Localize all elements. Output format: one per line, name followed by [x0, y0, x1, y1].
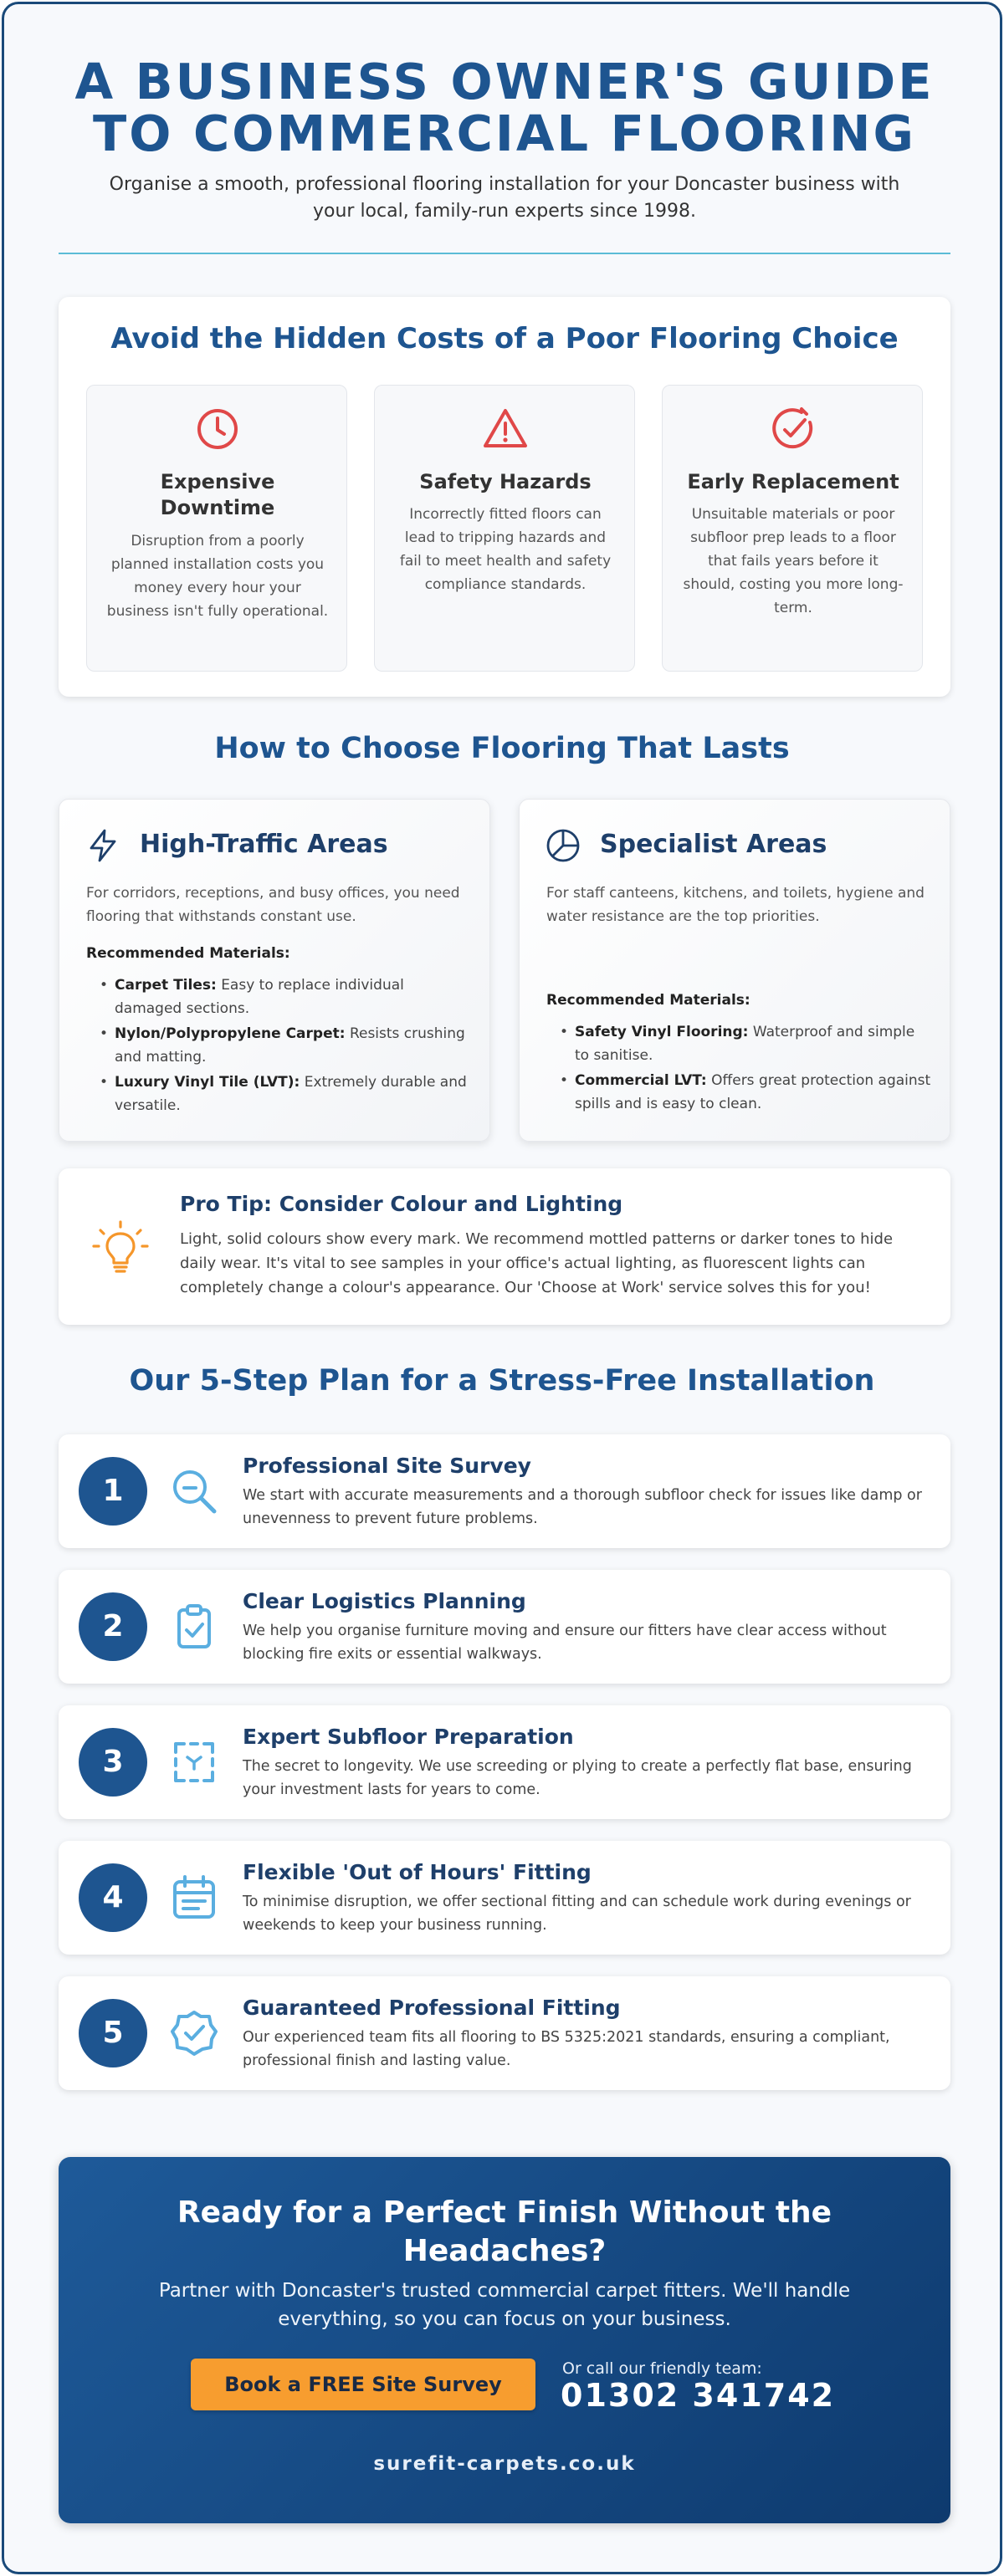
step-number: 3: [79, 1728, 147, 1797]
high-traffic-materials-list: [86, 974, 471, 1119]
specialist-materials-list: [546, 1020, 931, 1117]
cta-title-line-2: Headaches?: [402, 2234, 607, 2268]
material-name: Carpet Tiles:: [115, 977, 217, 994]
cta-subtitle-line-2: everything, so you can focus on your business.: [278, 2308, 731, 2330]
calendar-icon: [169, 1873, 219, 1923]
clipboard-check-icon: [169, 1602, 219, 1652]
step-description: We help you organise furniture moving and ensure our fitters have clear access without blocking fire exits or essential walkways.: [243, 1623, 887, 1663]
step-title: Professional Site Survey: [243, 1454, 531, 1478]
list-item: • Commercial LVT: Offers great protection against spills and is easy to clean.: [560, 1072, 931, 1112]
material-detail: Extremely durable and versatile.: [115, 1074, 467, 1114]
subtitle-line-1: Organise a smooth, professional flooring installation for your Doncaster business with: [109, 174, 900, 195]
step-number: 5: [79, 1999, 147, 2067]
call-label: Or call our friendly team:: [562, 2359, 762, 2378]
pro-tip-text: Light, solid colours show every mark. We recommend mottled patterns or darker tones to hide daily wear. It's vital to see samples in your office's actual lighting, as fluorescent lights can completely change a colour's appearance. Our 'Choose at Work' service solves this for you!: [180, 1230, 894, 1296]
specialist-areas-card: [519, 799, 950, 1142]
infographic-frame: [2, 2, 1002, 2574]
website-link[interactable]: surefit-carpets.co.uk: [373, 2453, 636, 2475]
cta-subtitle: [126, 2277, 884, 2333]
material-detail: Offers great protection against spills and is easy to clean.: [575, 1072, 931, 1112]
cost-item-description: Incorrectly fitted floors can lead to tripping hazards and fail to meet health and safety compliance standards.: [399, 506, 612, 593]
step-card: [59, 1434, 950, 1548]
step-number: 1: [79, 1457, 147, 1526]
material-name: Luxury Vinyl Tile (LVT):: [115, 1074, 300, 1091]
page-title-line-1: A BUSINESS OWNER'S GUIDE: [74, 53, 935, 110]
step-card: [59, 1570, 950, 1684]
list-item: • Carpet Tiles: Easy to replace individual damaged sections.: [100, 977, 404, 1017]
step-number: 2: [79, 1592, 147, 1661]
cost-item-replacement: [662, 385, 923, 672]
cta-subtitle-line-1: Partner with Doncaster's trusted commercial carpet fitters. We'll handle: [158, 2280, 851, 2302]
material-name: Nylon/Polypropylene Carpet:: [115, 1025, 346, 1042]
recommended-materials-label: Recommended Materials:: [86, 945, 290, 962]
list-item: • Nylon/Polypropylene Carpet: Resists crushing and matting.: [100, 1025, 465, 1066]
list-item: • Safety Vinyl Flooring: Waterproof and simple to sanitise.: [560, 1024, 915, 1064]
high-traffic-title: High-Traffic Areas: [140, 830, 388, 859]
step-description: The secret to longevity. We use screeding or plying to create a perfectly flat base, ensuring your investment lasts for years to come.: [243, 1758, 912, 1798]
step-title: Clear Logistics Planning: [243, 1589, 526, 1613]
specialist-areas-description: For staff canteens, kitchens, and toilets, hygiene and water resistance are the top priorities.: [546, 885, 925, 925]
cost-item-title: [95, 469, 340, 521]
lightbulb-icon: [90, 1219, 151, 1279]
material-detail: Waterproof and simple to sanitise.: [575, 1024, 915, 1064]
step-card: [59, 1705, 950, 1819]
cost-item-description: Unsuitable materials or poor subfloor prep leads to a floor that fails years before it should, costing you more long-term.: [683, 506, 904, 616]
cost-item-description: Disruption from a poorly planned installation costs you money every hour your business isn't fully operational.: [106, 533, 329, 620]
header-divider: [59, 253, 950, 254]
book-site-survey-button[interactable]: Book a FREE Site Survey: [191, 2359, 535, 2410]
cost-item-title: Safety Hazards: [419, 470, 592, 493]
step-number: 4: [79, 1863, 147, 1932]
high-traffic-card: [59, 799, 490, 1142]
cta-title-line-1: Ready for a Perfect Finish Without the: [177, 2195, 832, 2230]
cost-title-line-2: Downtime: [160, 496, 275, 519]
cost-item-downtime: [86, 385, 347, 672]
page-title-line-2: TO COMMERCIAL FLOORING: [93, 105, 916, 162]
subtitle-line-2: your local, family-run experts since 1998.: [312, 201, 696, 222]
cost-item-title: Early Replacement: [687, 470, 899, 493]
recommended-materials-label: Recommended Materials:: [546, 992, 750, 1009]
cta-title: [59, 2194, 950, 2271]
step-card: [59, 1841, 950, 1955]
magnify-icon: [169, 1466, 219, 1516]
steps-title: Our 5-Step Plan for a Stress-Free Installation: [129, 1364, 875, 1398]
page-subtitle: [59, 171, 950, 225]
cost-item-safety: [374, 385, 635, 672]
material-detail: Resists crushing and matting.: [115, 1025, 465, 1066]
expand-arrows-icon: [169, 1737, 219, 1787]
step-title: Flexible 'Out of Hours' Fitting: [243, 1860, 592, 1884]
warning-triangle-icon: [482, 406, 529, 452]
hidden-costs-card: [59, 297, 950, 697]
phone-number-link[interactable]: 01302 341742: [561, 2377, 836, 2414]
material-name: Commercial LVT:: [575, 1072, 707, 1089]
specialist-areas-title: Specialist Areas: [600, 830, 827, 859]
high-traffic-description: For corridors, receptions, and busy offices, you need flooring that withstands constant use.: [86, 885, 460, 925]
material-name: Safety Vinyl Flooring:: [575, 1024, 749, 1040]
step-description: We start with accurate measurements and a thorough subfloor check for issues like damp or unevenness to prevent future problems.: [243, 1487, 922, 1527]
clock-icon: [194, 406, 241, 452]
step-card: [59, 1976, 950, 2090]
call-to-action-panel: [59, 2157, 950, 2523]
page-title: [59, 53, 950, 162]
hidden-costs-title: Avoid the Hidden Costs of a Poor Flooring Choice: [110, 322, 899, 355]
pro-tip-title: Pro Tip: Consider Colour and Lighting: [180, 1192, 623, 1216]
pro-tip-card: [59, 1168, 950, 1325]
step-description: To minimise disruption, we offer sectional fitting and can schedule work during evenings or weekends to keep your business running.: [243, 1894, 911, 1934]
material-detail: Easy to replace individual damaged sections.: [115, 977, 404, 1017]
cost-title-line-1: Expensive: [160, 470, 275, 493]
step-title: Expert Subfloor Preparation: [243, 1725, 574, 1749]
list-item: • Luxury Vinyl Tile (LVT): Extremely durable and versatile.: [100, 1074, 467, 1114]
step-description: Our experienced team fits all flooring to BS 5325:2021 standards, ensuring a compliant, professional finish and lasting value.: [243, 2029, 890, 2069]
badge-check-icon: [169, 2008, 219, 2058]
pie-chart-icon: [545, 827, 581, 864]
header: [59, 4, 950, 272]
lightning-icon: [85, 827, 121, 864]
choose-flooring-title: How to Choose Flooring That Lasts: [214, 732, 790, 765]
step-title: Guaranteed Professional Fitting: [243, 1996, 621, 2020]
clock-check-icon: [770, 406, 817, 452]
